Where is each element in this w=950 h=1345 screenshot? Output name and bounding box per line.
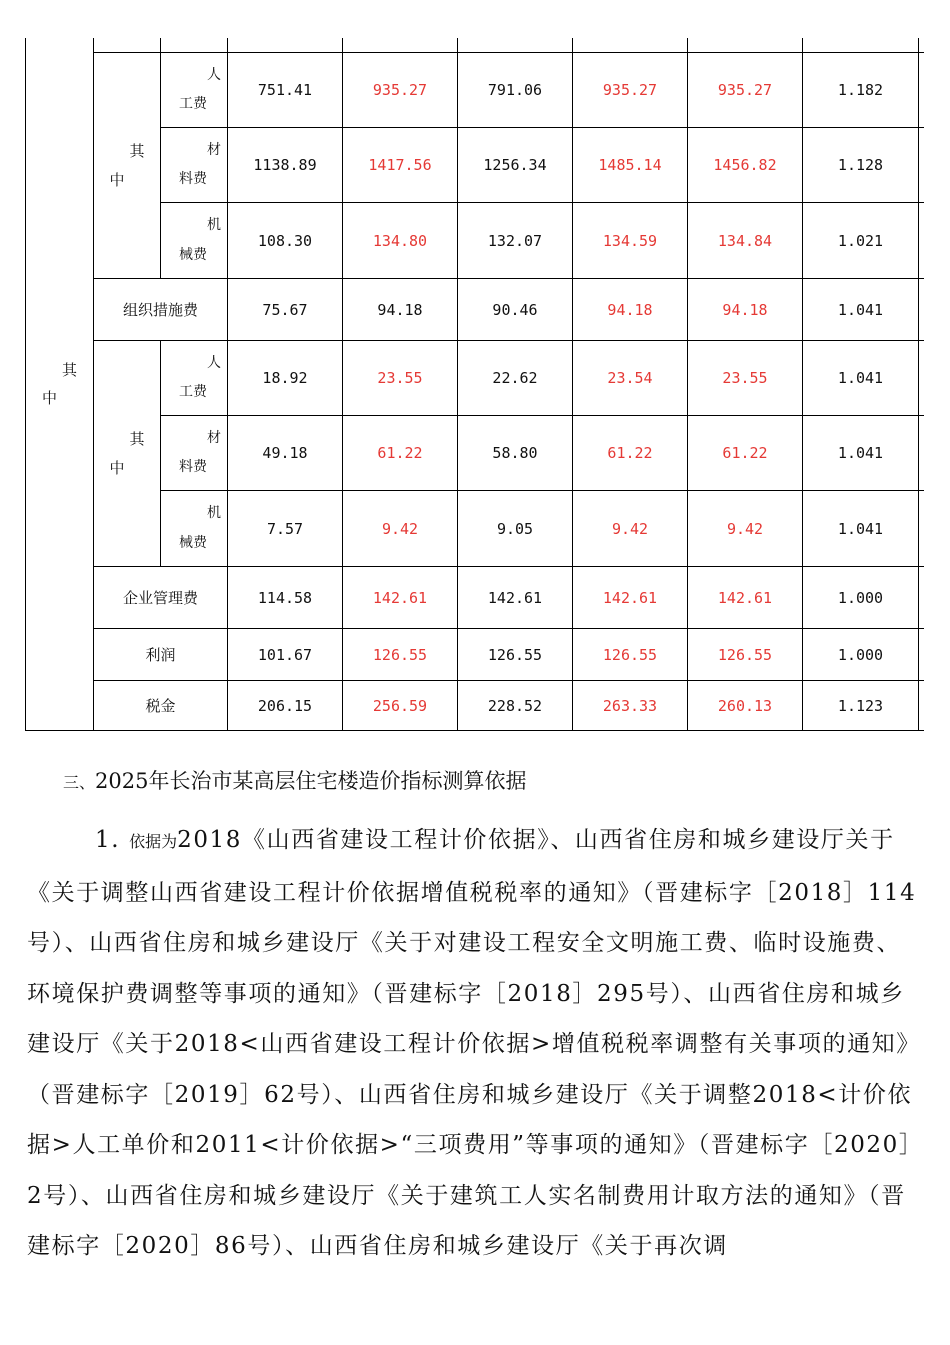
label-part: 械费 xyxy=(179,534,207,551)
value-cell: 23.55 xyxy=(343,341,458,416)
table-cell xyxy=(573,38,688,53)
value-cell: 142.61 xyxy=(343,567,458,629)
value-cell: 94.18 xyxy=(573,279,688,341)
value-cell: 1.041 xyxy=(803,279,919,341)
value-cell: 9.42 xyxy=(688,491,803,567)
value-cell: 9.42 xyxy=(573,491,688,567)
label-part: 材 xyxy=(207,429,221,446)
value-cell: 751.41 xyxy=(228,53,343,128)
row-label xyxy=(161,341,228,416)
table-row xyxy=(26,416,924,491)
value-cell: 23.54 xyxy=(573,341,688,416)
outer-group-cell xyxy=(26,38,94,731)
label-part: 工费 xyxy=(179,384,207,400)
value-cell: 126.55 xyxy=(458,629,573,681)
label-part: 料费 xyxy=(179,459,207,475)
table-cell xyxy=(688,38,803,53)
stacked-label xyxy=(161,136,227,195)
table-row xyxy=(26,203,924,279)
table-cell xyxy=(919,416,924,491)
row-label xyxy=(161,53,228,128)
paragraph-number: 1. xyxy=(95,827,121,853)
label-part: 械费 xyxy=(179,246,207,263)
value-cell: 1.182 xyxy=(803,53,919,128)
value-cell: 142.61 xyxy=(688,567,803,629)
row-label xyxy=(94,681,228,731)
value-cell: 94.18 xyxy=(688,279,803,341)
label-part: 人 xyxy=(207,354,221,371)
value-cell: 9.42 xyxy=(343,491,458,567)
table-cell xyxy=(228,38,343,53)
value-cell: 132.07 xyxy=(458,203,573,279)
section-heading xyxy=(27,765,925,795)
value-cell: 22.62 xyxy=(458,341,573,416)
value-cell: 1.000 xyxy=(803,567,919,629)
value-cell: 94.18 xyxy=(343,279,458,341)
value-cell: 791.06 xyxy=(458,53,573,128)
value-cell: 1485.14 xyxy=(573,128,688,203)
label-part: 工费 xyxy=(179,96,207,112)
outer-group-label xyxy=(26,356,93,413)
stacked-label xyxy=(161,211,227,270)
table-row-continuation xyxy=(26,38,924,53)
row-label xyxy=(161,203,228,279)
table-row xyxy=(26,128,924,203)
table-row xyxy=(26,279,924,341)
value-cell: 260.13 xyxy=(688,681,803,731)
stacked-label xyxy=(161,61,227,120)
label-part: 人 xyxy=(207,66,221,83)
value-cell: 108.30 xyxy=(228,203,343,279)
value-cell: 49.18 xyxy=(228,416,343,491)
value-cell: 61.22 xyxy=(573,416,688,491)
label-part: 材 xyxy=(207,141,221,158)
value-cell: 134.84 xyxy=(688,203,803,279)
label-part: 料费 xyxy=(179,171,207,187)
group-label-part: 中 xyxy=(109,458,125,477)
group-label xyxy=(94,425,160,482)
stacked-label xyxy=(161,424,227,483)
table-cell xyxy=(919,279,924,341)
table-cell xyxy=(919,128,924,203)
value-cell: 263.33 xyxy=(573,681,688,731)
value-cell: 1456.82 xyxy=(688,128,803,203)
value-cell: 18.92 xyxy=(228,341,343,416)
table-row xyxy=(26,567,924,629)
value-cell: 101.67 xyxy=(228,629,343,681)
basis-paragraph xyxy=(27,815,925,1272)
value-cell: 1.128 xyxy=(803,128,919,203)
table-body xyxy=(26,38,924,731)
value-cell: 75.67 xyxy=(228,279,343,341)
table-cell xyxy=(919,203,924,279)
row-label-text: 组织措施费 xyxy=(122,300,198,319)
value-cell: 228.52 xyxy=(458,681,573,731)
table-row xyxy=(26,681,924,731)
row-label-text: 税金 xyxy=(145,696,176,715)
table-cell xyxy=(803,38,919,53)
table-row xyxy=(26,53,924,128)
section-number: 三、 xyxy=(63,773,96,792)
group-label-part: 其 xyxy=(129,430,145,448)
row-label-text: 利润 xyxy=(145,645,176,664)
table-cell xyxy=(919,38,924,53)
value-cell: 126.55 xyxy=(343,629,458,681)
stacked-label xyxy=(161,349,227,408)
value-cell: 134.80 xyxy=(343,203,458,279)
value-cell: 61.22 xyxy=(343,416,458,491)
row-label xyxy=(94,567,228,629)
value-cell: 9.05 xyxy=(458,491,573,567)
value-cell: 1256.34 xyxy=(458,128,573,203)
table-cell xyxy=(919,681,924,731)
group-label xyxy=(94,137,160,194)
row-label xyxy=(94,629,228,681)
value-cell: 134.59 xyxy=(573,203,688,279)
value-cell: 126.55 xyxy=(688,629,803,681)
label-part: 机 xyxy=(207,217,221,234)
table-cell xyxy=(458,38,573,53)
group-label-part: 中 xyxy=(41,389,57,407)
value-cell: 7.57 xyxy=(228,491,343,567)
value-cell: 1417.56 xyxy=(343,128,458,203)
table-cell xyxy=(919,567,924,629)
value-cell: 61.22 xyxy=(688,416,803,491)
row-label xyxy=(161,491,228,567)
value-cell: 126.55 xyxy=(573,629,688,681)
row-label xyxy=(161,416,228,491)
value-cell: 90.46 xyxy=(458,279,573,341)
value-cell: 1.041 xyxy=(803,341,919,416)
cost-breakdown-table-container xyxy=(25,38,923,731)
table-cell xyxy=(161,38,228,53)
value-cell: 142.61 xyxy=(573,567,688,629)
group-label-part: 其 xyxy=(61,360,77,379)
value-cell: 935.27 xyxy=(688,53,803,128)
value-cell: 935.27 xyxy=(573,53,688,128)
value-cell: 1.000 xyxy=(803,629,919,681)
table-row xyxy=(26,341,924,416)
value-cell: 1.123 xyxy=(803,681,919,731)
value-cell: 142.61 xyxy=(458,567,573,629)
table-cell xyxy=(343,38,458,53)
table-cell xyxy=(919,491,924,567)
value-cell: 935.27 xyxy=(343,53,458,128)
section-title: 2025年长治市某高层住宅楼造价指标测算依据 xyxy=(95,769,527,793)
row-label-text: 企业管理费 xyxy=(122,588,198,607)
paragraph-text: 2018《山西省建设工程计价依据》、山西省住房和城乡建设厅关于《关于调整山西省建设工程计价依据增值税税率的通知》（晋建标字［2018］114号）、山西省住房和城乡建设厅《关于对建设工程安全文明施工费、临时设施费、环境保护费调整等事项的通知》（晋建标字［2018］295号）、山西省住房和城乡建设厅《关于2018<山西省建设工程计价依据>增值税税率调整有关事项的通知》（晋建标字［2019］62号）、山西省住房和城乡建设厅《关于调整2018<计价依据>人工单价和2011<计价依据>“三项费用”等事项的通知》（晋建标字［2020］2号）、山西省住房和城乡建设厅《关于建筑工人实名制费用计取方法的通知》（晋建标字［2020］86号）、山西省住房和城乡建设厅《关于再次调 xyxy=(27,827,924,1259)
paragraph-lead: 依据为 xyxy=(129,832,178,851)
value-cell: 1.041 xyxy=(803,416,919,491)
table-cell xyxy=(919,629,924,681)
value-cell: 114.58 xyxy=(228,567,343,629)
group-label-cell xyxy=(94,53,161,279)
label-part: 机 xyxy=(207,505,221,522)
table-cell xyxy=(94,38,161,53)
table-cell xyxy=(919,53,924,128)
group-label-cell xyxy=(94,341,161,567)
value-cell: 256.59 xyxy=(343,681,458,731)
value-cell: 58.80 xyxy=(458,416,573,491)
row-label xyxy=(94,279,228,341)
table-row xyxy=(26,491,924,567)
value-cell: 23.55 xyxy=(688,341,803,416)
table-row xyxy=(26,629,924,681)
stacked-label xyxy=(161,499,227,558)
table-cell xyxy=(919,341,924,416)
value-cell: 1.021 xyxy=(803,203,919,279)
group-label-part: 其 xyxy=(129,142,145,160)
value-cell: 1138.89 xyxy=(228,128,343,203)
cost-breakdown-table xyxy=(25,38,924,731)
value-cell: 1.041 xyxy=(803,491,919,567)
group-label-part: 中 xyxy=(109,170,125,189)
value-cell: 206.15 xyxy=(228,681,343,731)
row-label xyxy=(161,128,228,203)
